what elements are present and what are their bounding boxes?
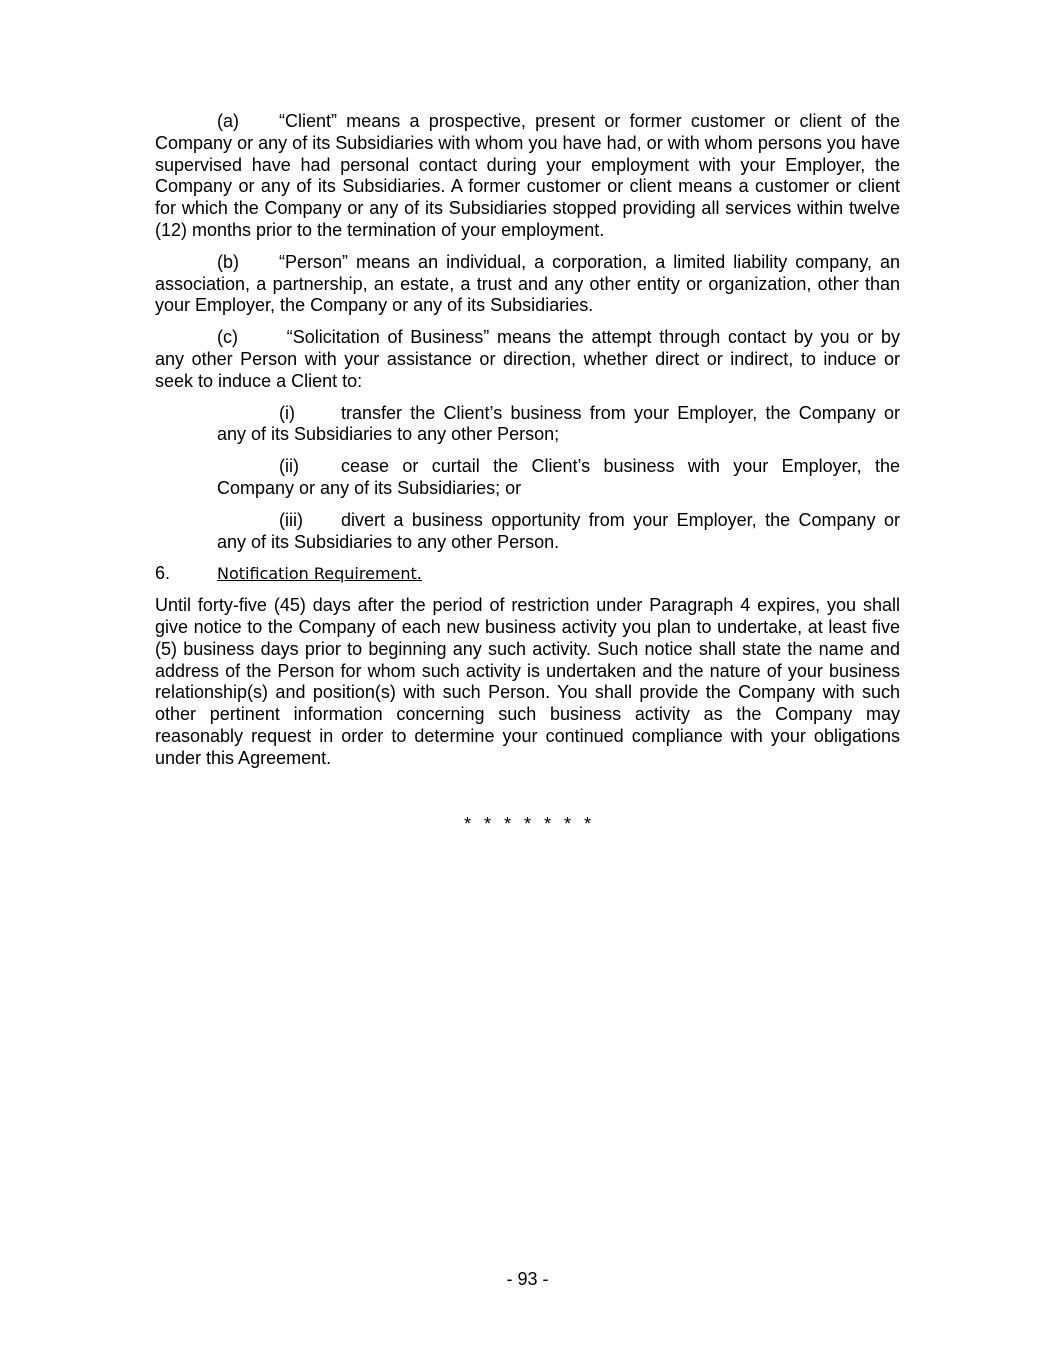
definition-label: (b) <box>217 251 239 272</box>
page-number: - 93 - <box>506 1269 549 1289</box>
subitem-text: cease or curtail the Client’s business with your Employer, the Company or any of its Subsidiaries; or <box>217 456 900 498</box>
section-body: Until forty-five (45) days after the period of restriction under Paragraph 4 expires, you shall give notice to the Company of each new business activity you plan to undertake, at least five (5) business days prior to beginning any such activity. Such notice shall state the name and address of the Person for whom such activity is undertaken and the nature of your business relationship(s) and position(s) with such Person. You shall provide the Company with such other pertinent information concerning such business activity as the Company may reasonably request in order to determine your continued compliance with your obligations under this Agreement. <box>155 595 900 768</box>
definition-text: “Solicitation of Business” means the attempt through contact by you or by any other Person with your assistance or direction, whether direct or indirect, to induce or seek to induce a Client to: <box>155 327 900 391</box>
section-heading <box>155 563 900 585</box>
section-title: Notification Requirement. <box>217 564 422 584</box>
document-page <box>155 111 900 780</box>
definition-label: (a) <box>217 111 239 131</box>
definition-label: (c) <box>217 327 238 348</box>
subitem-label: (i) <box>279 402 295 423</box>
subitem-label: (iii) <box>279 509 303 530</box>
definition-person <box>155 252 900 317</box>
subitem-text: transfer the Client’s business from your Employer, the Company or any of its Subsidiaries to any other Person; <box>217 402 900 445</box>
section-separator: * * * * * * * <box>463 814 592 834</box>
subitem-cease <box>217 456 900 500</box>
subitem-transfer <box>217 403 900 447</box>
subitem-divert <box>217 510 900 554</box>
solicitation-subitems <box>217 403 900 554</box>
definition-solicitation <box>155 327 900 392</box>
definition-client <box>155 111 900 242</box>
section-number: 6. <box>155 563 171 584</box>
definition-text: “Client” means a prospective, present or former customer or client of the Company or any of its Subsidiaries with whom you have had, or with whom persons you have supervised have had personal contact during your employment with your Employer, the Company or any of its Subsidiaries. A former customer or client means a customer or client for which the Company or any of its Subsidiaries stopped providing all services within twelve (12) months prior to the termination of your employment. <box>155 111 900 240</box>
subitem-label: (ii) <box>279 456 299 477</box>
subitem-text: divert a business opportunity from your Employer, the Company or any of its Subsidiaries to any other Person. <box>217 509 900 552</box>
definition-text: “Person” means an individual, a corporation, a limited liability company, an association, a partnership, an estate, a trust and any other entity or organization, other than your Employer, the Company or any of its Subsidiaries. <box>155 251 900 316</box>
